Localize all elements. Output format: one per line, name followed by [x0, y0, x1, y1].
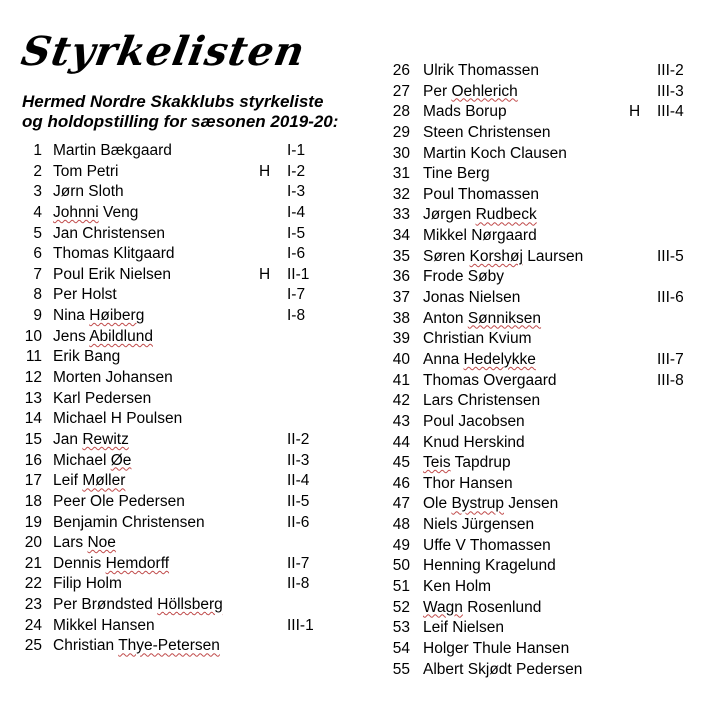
- player-rank: 46: [392, 474, 410, 492]
- player-name: Per Oehlerich: [423, 82, 518, 100]
- player-team: III-7: [657, 350, 684, 368]
- player-rank: 33: [392, 206, 410, 224]
- player-name: Tom Petri: [53, 162, 119, 180]
- player-rank: 39: [392, 330, 410, 348]
- player-rank: 30: [392, 144, 410, 162]
- player-rank: 25: [24, 637, 42, 655]
- player-team: III-4: [657, 103, 684, 121]
- player-team: I-4: [287, 203, 306, 221]
- player-name: Per Holst: [53, 286, 117, 304]
- player-team: III-5: [657, 247, 684, 265]
- player-name: Albert Skjødt Pedersen: [423, 660, 583, 678]
- player-rank: 9: [33, 307, 42, 325]
- subtitle: [22, 92, 382, 132]
- player-h-mark: H: [629, 103, 641, 121]
- player-name: Peer Ole Pedersen: [53, 492, 185, 510]
- player-rank: 48: [392, 516, 410, 534]
- player-name: Leif Nielsen: [423, 619, 504, 637]
- player-team: I-7: [287, 286, 306, 304]
- player-rank: 38: [392, 309, 410, 327]
- player-name: Erik Bang: [53, 348, 121, 366]
- player-team: II-5: [287, 492, 310, 510]
- player-rank: 27: [392, 82, 410, 100]
- player-name: Martin Koch Clausen: [423, 144, 567, 162]
- player-name: Lars Noe: [53, 534, 116, 552]
- player-team: III-6: [657, 289, 684, 307]
- player-h-mark: H: [259, 265, 271, 283]
- player-name: Filip Holm: [53, 575, 122, 593]
- player-team: II-4: [287, 472, 310, 490]
- player-name: Lars Christensen: [423, 392, 541, 410]
- player-name: Dennis Hemdorff: [53, 554, 170, 572]
- player-name: Karl Pedersen: [53, 389, 152, 407]
- player-name: Jens Abildlund: [53, 327, 153, 345]
- player-rank: 52: [392, 598, 410, 616]
- player-name: Wagn Rosenlund: [423, 598, 542, 616]
- player-name: Mikkel Nørgaard: [423, 227, 537, 245]
- player-team: I-3: [287, 183, 306, 201]
- player-name: Tine Berg: [423, 165, 490, 183]
- page-title: Styrkelisten: [17, 28, 309, 75]
- player-name: Teis Tapdrup: [423, 454, 511, 472]
- player-name: Holger Thule Hansen: [423, 639, 570, 657]
- player-rank: 32: [392, 185, 410, 203]
- player-team: I-2: [287, 162, 306, 180]
- player-rank: 2: [33, 162, 42, 180]
- player-rank: 24: [24, 616, 42, 634]
- player-name: Ole Bystrup Jensen: [423, 495, 559, 513]
- player-name: Poul Erik Nielsen: [53, 265, 172, 283]
- player-rank: 49: [392, 536, 410, 554]
- player-rank: 7: [33, 265, 42, 283]
- player-name: Jørgen Rudbeck: [423, 206, 537, 224]
- player-name: Christian Kvium: [423, 330, 532, 348]
- player-team: I-5: [287, 224, 306, 242]
- player-rank: 44: [392, 433, 410, 451]
- player-rank: 40: [392, 350, 410, 368]
- player-rank: 18: [24, 492, 42, 510]
- player-rank: 3: [33, 183, 42, 201]
- player-name: Frode Søby: [423, 268, 504, 286]
- player-team: III-3: [657, 82, 684, 100]
- player-team: III-8: [657, 371, 684, 389]
- player-rank: 55: [392, 660, 410, 678]
- player-name: Knud Herskind: [423, 433, 525, 451]
- player-name: Leif Møller: [53, 472, 126, 490]
- player-name: Thomas Overgaard: [423, 371, 557, 389]
- player-name: Steen Christensen: [423, 123, 551, 141]
- player-name: Jan Christensen: [53, 224, 166, 242]
- player-name: Ken Holm: [423, 578, 492, 596]
- player-name: Anna Hedelykke: [423, 350, 536, 368]
- player-rank: 11: [25, 348, 42, 366]
- player-rank: 26: [392, 62, 410, 79]
- player-name: Johnni Veng: [53, 203, 139, 221]
- player-name: Thomas Klitgaard: [53, 245, 175, 263]
- player-name: Jørn Sloth: [53, 183, 124, 201]
- player-team: II-8: [287, 575, 310, 593]
- player-name: Mads Borup: [423, 103, 507, 121]
- player-team: II-2: [287, 430, 310, 448]
- player-name: Henning Kragelund: [423, 557, 556, 575]
- player-name: Thor Hansen: [423, 474, 513, 492]
- player-rank: 47: [392, 495, 410, 513]
- player-rank: 6: [33, 245, 42, 263]
- player-name: Benjamin Christensen: [53, 513, 205, 531]
- player-team: II-7: [287, 554, 310, 572]
- player-rank: 4: [33, 203, 42, 221]
- player-name: Martin Bækgaard: [53, 142, 172, 159]
- player-rank: 12: [24, 369, 42, 387]
- player-team: III-2: [657, 62, 684, 79]
- player-name: Jan Rewitz: [53, 430, 129, 448]
- player-rank: 54: [392, 639, 410, 657]
- player-name: Poul Jacobsen: [423, 412, 525, 430]
- player-name: Christian Thye-Petersen: [53, 637, 220, 655]
- player-team: I-1: [287, 142, 306, 159]
- player-rank: 17: [24, 472, 42, 490]
- player-rank: 50: [392, 557, 410, 575]
- player-rank: 29: [392, 123, 410, 141]
- player-name: Mikkel Hansen: [53, 616, 155, 634]
- player-name: Michael Øe: [53, 451, 132, 469]
- player-rank: 21: [24, 554, 42, 572]
- player-rank: 53: [392, 619, 410, 637]
- player-rank: 28: [392, 103, 410, 121]
- player-rank: 41: [392, 371, 410, 389]
- player-name: Per Brøndsted Höllsberg: [53, 596, 223, 614]
- player-rank: 10: [24, 327, 42, 345]
- player-team: I-8: [287, 307, 306, 325]
- player-rank: 34: [392, 227, 410, 245]
- player-rank: 14: [24, 410, 42, 428]
- player-rank: 51: [392, 578, 410, 596]
- player-name: Morten Johansen: [53, 369, 173, 387]
- player-name: Michael H Poulsen: [53, 410, 183, 428]
- player-name: Jonas Nielsen: [423, 289, 521, 307]
- player-rank: 37: [392, 289, 410, 307]
- player-name: Nina Høiberg: [53, 307, 145, 325]
- player-name: Søren Korshøj Laursen: [423, 247, 584, 265]
- player-team: II-3: [287, 451, 310, 469]
- player-name: Poul Thomassen: [423, 185, 540, 203]
- player-team: II-6: [287, 513, 310, 531]
- player-rank: 43: [392, 412, 410, 430]
- player-rank: 42: [392, 392, 410, 410]
- player-rank: 15: [24, 430, 42, 448]
- player-rank: 45: [392, 454, 410, 472]
- player-rank: 20: [24, 534, 42, 552]
- player-name: Niels Jürgensen: [423, 516, 535, 534]
- player-rank: 35: [392, 247, 410, 265]
- player-rank: 1: [33, 142, 42, 159]
- player-rank: 22: [24, 575, 42, 593]
- player-rank: 13: [24, 389, 42, 407]
- player-name: Uffe V Thomassen: [423, 536, 551, 554]
- player-rank: 31: [392, 165, 410, 183]
- player-rank: 16: [24, 451, 42, 469]
- player-rank: 8: [33, 286, 42, 304]
- subtitle-line-1: Hermed Nordre Skakklubs styrkeliste: [22, 92, 324, 111]
- player-rank: 23: [24, 596, 42, 614]
- player-rank: 36: [392, 268, 410, 286]
- player-team: I-6: [287, 245, 306, 263]
- player-team: II-1: [287, 265, 310, 283]
- player-rank: 5: [33, 224, 42, 242]
- player-name: Anton Sønniksen: [423, 309, 542, 327]
- player-name: Ulrik Thomassen: [423, 62, 540, 79]
- player-rank: 19: [24, 513, 42, 531]
- subtitle-line-2: og holdopstilling for sæsonen 2019-20:: [22, 112, 339, 131]
- player-team: III-1: [287, 616, 314, 634]
- player-h-mark: H: [259, 162, 271, 180]
